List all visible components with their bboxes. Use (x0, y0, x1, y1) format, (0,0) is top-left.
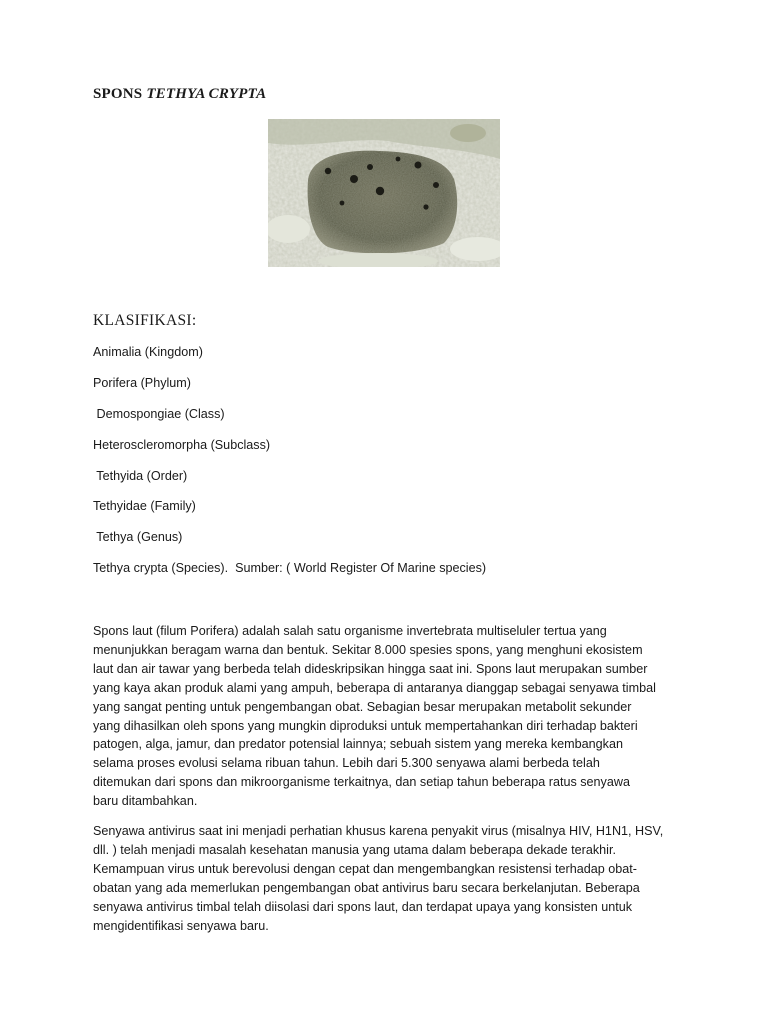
title-species: TETHYA CRYPTA (146, 86, 267, 102)
paragraph-line: Senyawa antivirus saat ini menjadi perhatian khusus karena penyakit virus (misalnya HIV, H1N1, HSV, (93, 824, 664, 838)
classification-order: Tethyida (Order) (93, 469, 188, 483)
paragraph-line: yang sangat penting untuk pengembangan obat. Sebagian besar merupakan metabolit sekunder (93, 699, 632, 714)
classification-genus: Tethya (Genus) (93, 530, 183, 544)
classification-kingdom: Animalia (Kingdom) (93, 345, 203, 359)
paragraph-line: Spons laut (filum Porifera) adalah salah satu organisme invertebrata multiseluler tertua yang (93, 624, 607, 638)
paragraph-line: Kemampuan virus untuk berevolusi dengan cepat dan mengembangkan resistensi terhadap obat- (93, 861, 637, 876)
paragraph-line: laut dan air tawar yang berbeda telah dideskripsikan hingga saat ini. Spons laut merupakan sumber (93, 661, 648, 676)
paragraph-antivirus (93, 822, 693, 935)
classification-subclass: Heteroscleromorpha (Subclass) (93, 438, 271, 452)
paragraph-line: selama proses evolusi selama ribuan tahun. Lebih dari 5.300 senyawa alami berbeda telah (93, 756, 600, 771)
classification-class: Demospongiae (Class) (93, 407, 225, 421)
classification-phylum: Porifera (Phylum) (93, 376, 191, 390)
paragraph-line: dll. ) telah menjadi masalah kesehatan manusia yang utama dalam beberapa dekade terakhir. (93, 842, 616, 857)
paragraph-line: ditemukan dari spons dan mikroorganisme terkaitnya, dan setiap tahun beberapa ratus senyawa (93, 775, 630, 790)
paragraph-line: patogen, alga, jamur, dan predator potensial lainnya; sebuah sistem yang mereka kembangkan (93, 737, 623, 752)
classification-species: Tethya crypta (Species). Sumber: ( World Register Of Marine species) (93, 561, 487, 575)
classification-heading: KLASIFIKASI: (93, 312, 197, 329)
paragraph-line: menunjukkan beragam warna dan bentuk. Sekitar 8.000 spesies spons, yang menghuni ekosistem (93, 642, 643, 657)
paragraph-line: mengidentifikasi senyawa baru. (93, 918, 269, 933)
paragraph-sponges (93, 622, 693, 811)
paragraph-line: yang kaya akan produk alami yang ampuh, beberapa di antaranya dianggap sebagai senyawa timbal (93, 680, 656, 695)
sponge-photo (268, 119, 500, 267)
classification-family: Tethyidae (Family) (93, 499, 196, 513)
paragraph-line: baru ditambahkan. (93, 794, 198, 809)
paragraph-line: yang dihasilkan oleh spons yang mungkin diproduksi untuk mempertahankan diri terhadap bakteri (93, 718, 638, 733)
paragraph-line: obatan yang ada memerlukan pengembangan obat antivirus baru secara berkelanjutan. Beberapa (93, 880, 640, 895)
title-prefix: SPONS (93, 86, 143, 102)
document-title (93, 86, 266, 103)
paragraph-line: senyawa antivirus timbal telah diisolasi dari spons laut, dan terdapat upaya yang konsisten untuk (93, 899, 633, 914)
